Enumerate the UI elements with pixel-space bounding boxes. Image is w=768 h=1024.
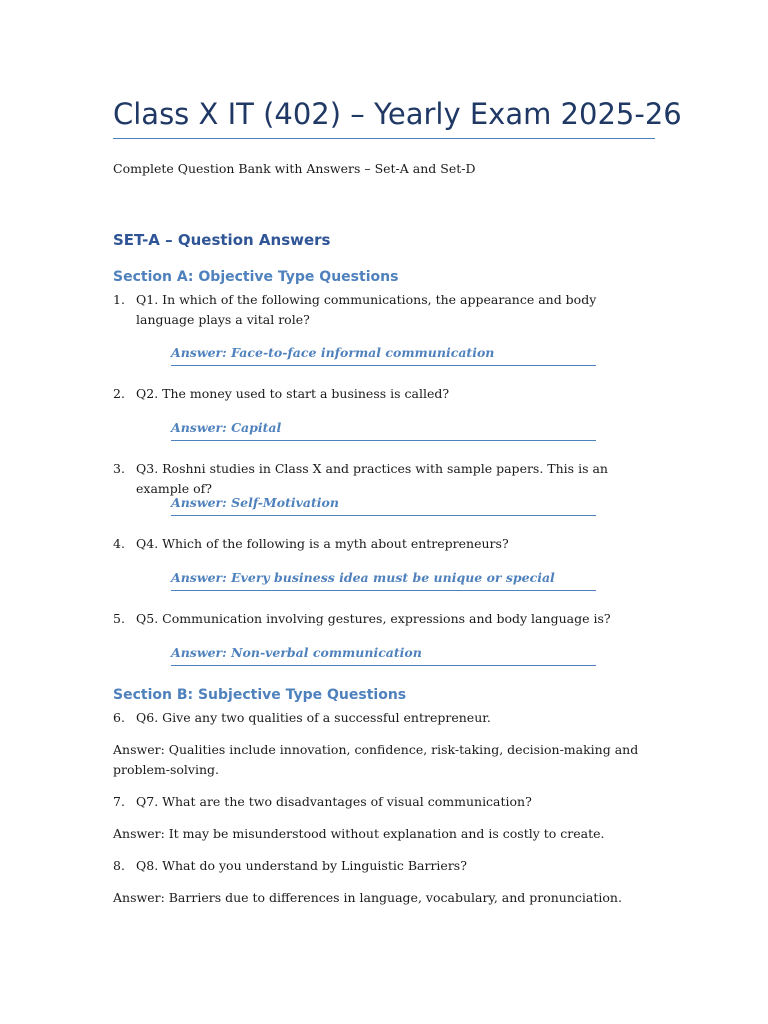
question-number: 4. [113, 536, 125, 551]
question-number: 2. [113, 386, 125, 401]
answer-text: Answer: Face-to-face informal communication [171, 345, 495, 360]
answer-box [171, 492, 596, 516]
answer-box [171, 417, 596, 441]
section-b-heading: Section B: Subjective Type Questions [113, 687, 407, 703]
question-text: Q8. What do you understand by Linguistic Barriers? [136, 858, 467, 873]
answer-text: Answer: Capital [171, 420, 282, 435]
answer-box [171, 342, 596, 366]
document-subtitle: Complete Question Bank with Answers – Set-A and Set-D [113, 161, 476, 176]
question-number: 6. [113, 710, 125, 725]
answer-box [171, 642, 596, 666]
answer-text: Answer: It may be misunderstood without explanation and is costly to create. [113, 826, 605, 841]
question-text: Q6. Give any two qualities of a successful entrepreneur. [136, 710, 491, 725]
answer-box [171, 567, 596, 591]
question-text: Q4. Which of the following is a myth about entrepreneurs? [136, 536, 509, 551]
section-a-heading: Section A: Objective Type Questions [113, 269, 399, 285]
answer-text: Answer: Every business idea must be unique or special [171, 570, 555, 585]
question-number: 5. [113, 611, 125, 626]
answer-text: Answer: Barriers due to differences in language, vocabulary, and pronunciation. [113, 890, 622, 905]
question-text: Q7. What are the two disadvantages of visual communication? [136, 794, 532, 809]
question-item [113, 708, 658, 728]
question-text: Q3. Roshni studies in Class X and practices with sample papers. This is an example of? [136, 461, 608, 496]
answer-text: Answer: Qualities include innovation, confidence, risk-taking, decision-making and problem-solving. [113, 742, 639, 777]
question-number: 1. [113, 292, 125, 307]
question-number: 8. [113, 858, 125, 873]
question-item [113, 290, 658, 330]
question-item [113, 792, 658, 812]
question-item [113, 384, 658, 404]
question-item [113, 856, 658, 876]
set-a-heading: SET-A – Question Answers [113, 231, 331, 249]
question-item [113, 609, 658, 629]
question-text: Q5. Communication involving gestures, expressions and body language is? [136, 611, 611, 626]
document-title: Class X IT (402) – Yearly Exam 2025-26 [113, 94, 655, 139]
question-text: Q1. In which of the following communications, the appearance and body language plays a vital role? [136, 292, 597, 327]
question-item [113, 534, 658, 554]
answer-text: Answer: Non-verbal communication [171, 645, 422, 660]
answer-text: Answer: Self-Motivation [171, 495, 339, 510]
question-text: Q2. The money used to start a business is called? [136, 386, 450, 401]
question-number: 3. [113, 461, 125, 476]
question-number: 7. [113, 794, 125, 809]
